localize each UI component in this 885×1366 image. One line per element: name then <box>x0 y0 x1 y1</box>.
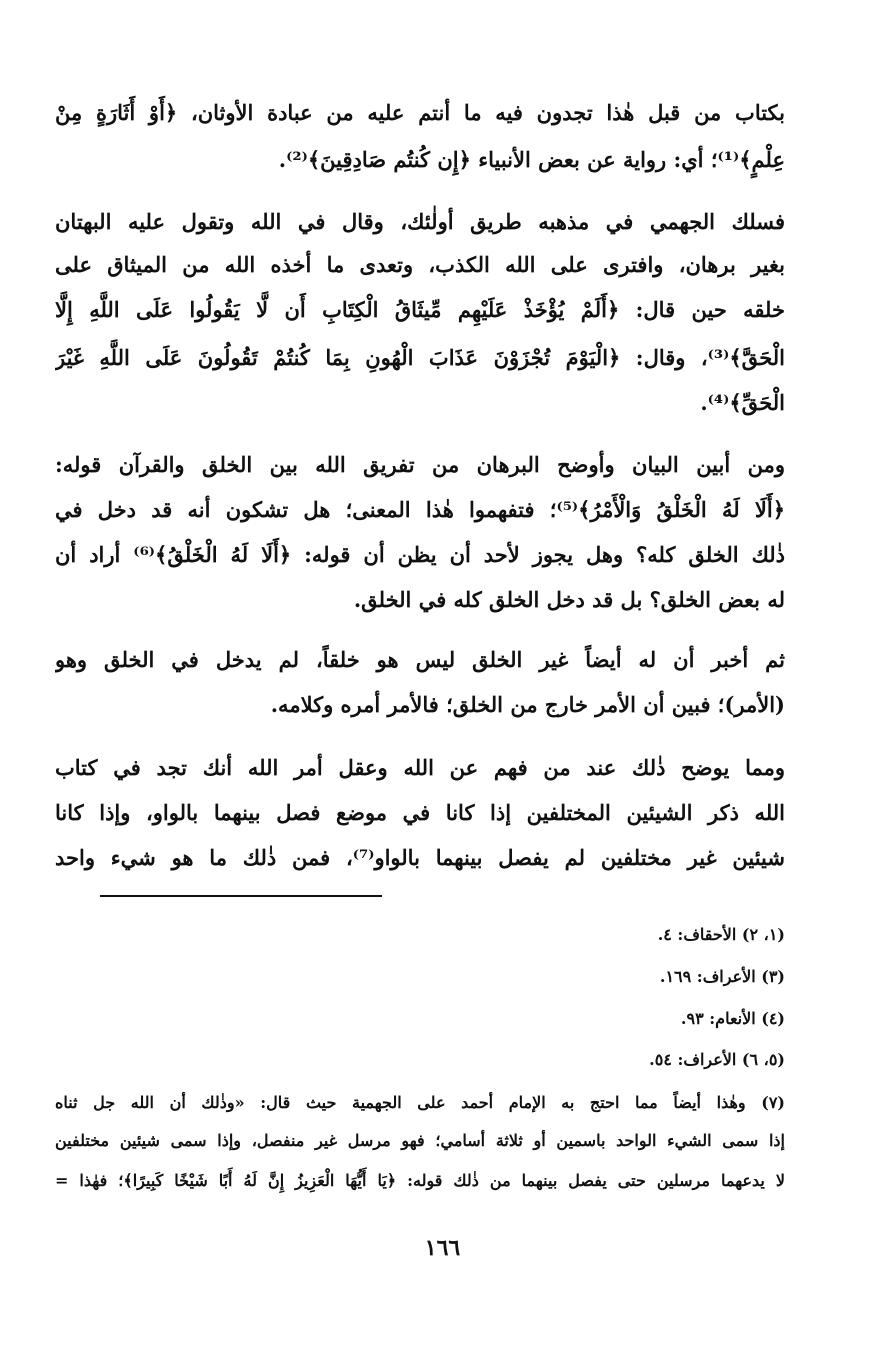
body-line: الله ذكر الشيئين المختلفين إذا كانا في موضع فصل بينهما بالواو، وإذا كانا <box>55 800 785 825</box>
body-line: بغير برهان، وافترى على الله الكذب، وتعدى ما أخذه الله من الميثاق على <box>55 252 785 277</box>
footnote: (٣) الأعراف: ١٦٩. <box>659 967 785 986</box>
footnote-separator <box>100 895 382 897</box>
footnote: (١، ٢) الأحقاف: ٤. <box>657 925 785 944</box>
footnote: (٥، ٦) الأعراف: ٥٤. <box>649 1050 785 1069</box>
body-line: عِلْمٍ﴾⁽¹⁾؛ أي: رواية عن بعض الأنبياء ﴿إِن كُنتُم صَادِقِينَ﴾⁽²⁾. <box>278 147 785 172</box>
footnote: إذا سمى الشيء الواحد باسمين أو ثلاثة أسامي؛ فهو مرسل غير منفصل، وإذا سمى شيئين مختلفين <box>55 1131 785 1150</box>
body-line: الْحَقِّ﴾⁽⁴⁾. <box>700 390 785 415</box>
page-number: ١٦٦ <box>424 1235 461 1261</box>
body-line: بكتاب من قبل هٰذا تجدون فيه ما أنتم عليه من عبادة الأوثان، ﴿أَوْ أَثَارَةٍ مِنْ <box>55 100 785 125</box>
body-line: ذٰلك الخلق كله؟ وهل يجوز لأحد أن يظن أن قوله: ﴿أَلَا لَهُ الْخَلْقُ﴾⁽⁶⁾ أراد أن <box>55 542 785 567</box>
body-line: ثم أخبر أن له أيضاً غير الخلق ليس هو خلقاً، لم يدخل في الخلق وهو <box>55 647 785 672</box>
body-line: شيئين غير مختلفين لم يفصل بينهما بالواو⁽⁷⁾، فمن ذٰلك ما هو شيء واحد <box>55 845 785 870</box>
body-line: ﴿أَلَا لَهُ الْخَلْقُ وَالْأَمْرُ﴾⁽⁵⁾؛ فتفهموا هٰذا المعنى؛ هل تشكون أنه قد دخل في <box>55 497 785 522</box>
footnote: (٧) وهٰذا أيضاً مما احتج به الإمام أحمد على الجهمية حيث قال: «وذٰلك أن الله جل ثناه <box>55 1093 785 1112</box>
body-line: ومما يوضح ذٰلك عند من فهم عن الله وعقل أمر الله أنك تجد في كتاب <box>55 755 785 780</box>
body-line: (الأمر)؛ فبين أن الأمر خارج من الخلق؛ فالأمر أمره وكلامه. <box>270 692 785 717</box>
footnote: لا يدعهما مرسلين حتى يفصل بينهما من ذٰلك قوله: ﴿يَا أَيُّهَا الْعَزِيزُ إِنَّ لَهُ أَبًا شَيْخًا كَبِيرًا﴾؛ فهٰذا = <box>55 1171 785 1190</box>
body-line: ومن أبين البيان وأوضح البرهان من تفريق الله بين الخلق والقرآن قوله: <box>55 452 785 477</box>
body-line: له بعض الخلق؟ بل قد دخل الخلق كله في الخلق. <box>353 587 785 612</box>
body-line: خلقه حين قال: ﴿أَلَمْ يُؤْخَذْ عَلَيْهِم مِّيثَاقُ الْكِتَابِ أَن لَّا يَقُولُوا عَلَى اللَّهِ إِلَّا <box>55 297 785 322</box>
footnote: (٤) الأنعام: ٩٣. <box>680 1009 785 1028</box>
body-line: الْحَقَّ﴾⁽³⁾، وقال: ﴿الْيَوْمَ تُجْزَوْنَ عَذَابَ الْهُونِ بِمَا كُنتُمْ تَقُولُونَ عَلَى اللَّهِ غَيْرَ <box>55 345 785 370</box>
body-line: فسلك الجهمي في مذهبه طريق أولٰئك، وقال في الله وتقول عليه البهتان <box>55 209 785 234</box>
